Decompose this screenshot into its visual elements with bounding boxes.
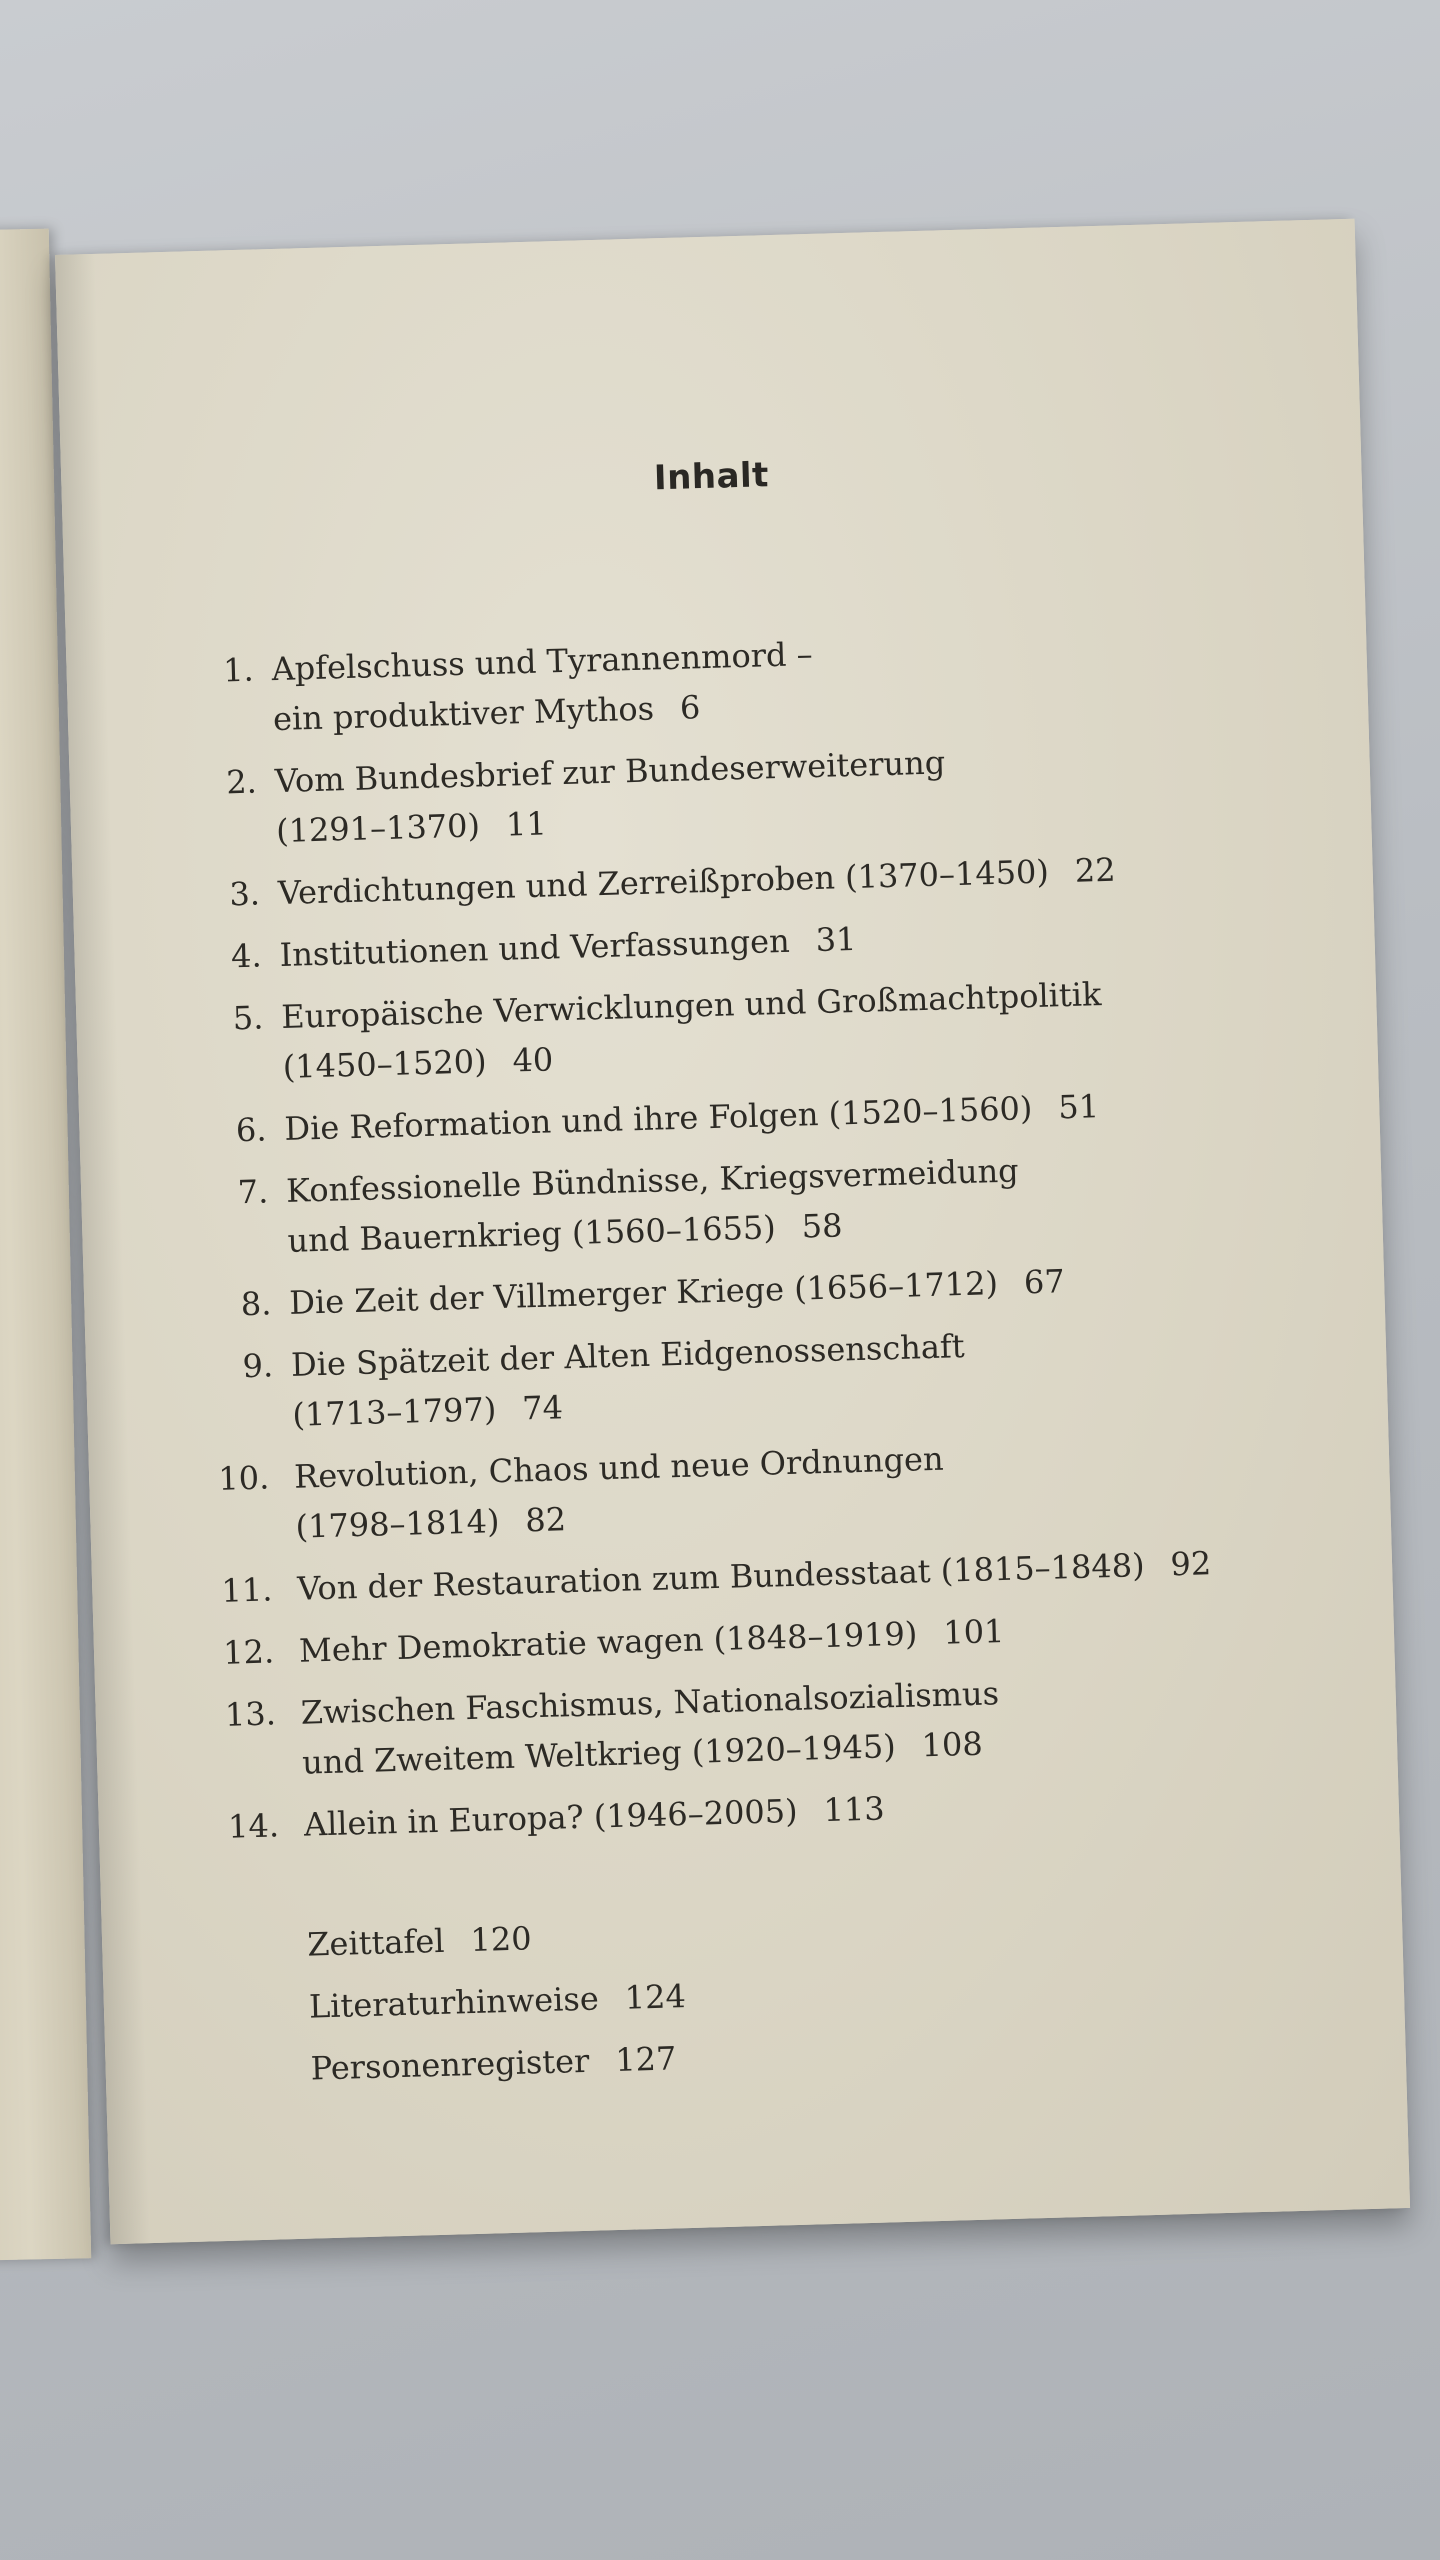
toc-entry-page-number: 108 [921, 1724, 984, 1765]
toc-entry-title-text: Die Zeit der Villmerger Kriege (1656–1712) [288, 1264, 999, 1322]
toc-entry-number: 11. [220, 1570, 273, 1610]
toc-entry-title-text: (1798–1814) [295, 1502, 500, 1546]
toc-appendix-page-number: 124 [624, 1977, 687, 2017]
toc-entry-number: 12. [222, 1632, 275, 1672]
toc-entry-number: 9. [242, 1346, 274, 1386]
toc-entry-number: 7. [237, 1172, 269, 1212]
toc-entry-title-text: Die Spätzeit der Alten Eidgenossenschaft [290, 1327, 966, 1384]
toc-entry-title-text: Die Reformation und ihre Folgen (1520–1560) [283, 1089, 1033, 1148]
table-of-contents [206, 616, 1326, 2108]
toc-entry-number: 2. [225, 762, 258, 802]
toc-entry-title-text: und Zweitem Weltkrieg (1920–1945) [301, 1727, 897, 1782]
toc-entry-title-text: (1450–1520) [282, 1042, 488, 1086]
toc-entry [224, 1659, 1317, 1789]
toc-entry-title-text: Allein in Europa? (1946–2005) [303, 1791, 799, 1844]
toc-entry-number: 5. [232, 998, 264, 1038]
toc-entry-title-text: Zwischen Faschismus, Nationalsozialismus [300, 1674, 1000, 1732]
toc-entry [217, 1423, 1311, 1553]
toc-entry-title-text: Konfessionelle Bündnisse, Kriegsvermeidung [285, 1151, 1020, 1210]
toc-entry [221, 1138, 1303, 1268]
toc-entry-page-number: 92 [1169, 1544, 1212, 1584]
toc-entry-number: 14. [227, 1806, 280, 1846]
toc-entry-page-number: 82 [524, 1500, 567, 1540]
toc-entry [206, 616, 1288, 746]
toc-entry [225, 1312, 1307, 1442]
toc-entry-title-text: Verdichtungen und Zerreißproben (1370–1450) [277, 852, 1050, 913]
toc-entry-number: 8. [240, 1284, 272, 1324]
toc-entry-title-text: und Bauernkrieg (1560–1655) [287, 1208, 777, 1260]
toc-entry-page-number: 101 [942, 1612, 1005, 1652]
toc-appendix-page-number: 120 [469, 1919, 533, 1960]
toc-entry [209, 728, 1291, 858]
toc-entries [206, 616, 1319, 1852]
toc-entry-title-text: Mehr Demokratie wagen (1848–1919) [298, 1614, 918, 1670]
toc-appendix-title: Personenregister [310, 2041, 590, 2088]
toc-entry-page-number: 11 [505, 804, 548, 844]
toc-entry-number: 4. [230, 936, 263, 976]
toc-entry-page-number: 67 [1023, 1262, 1066, 1302]
toc-entry-title-text: Vom Bundesbrief zur Bundeserweiterung [274, 743, 946, 801]
toc-entry-number: 13. [224, 1694, 277, 1734]
toc-entry-number: 10. [217, 1458, 270, 1498]
toc-entry-title-text: (1713–1797) [291, 1390, 497, 1434]
toc-appendix-page-number: 127 [614, 2039, 677, 2080]
toc-entry-page-number: 40 [511, 1040, 554, 1080]
toc-appendix [242, 1891, 1326, 2095]
toc-appendix-title: Zeittafel [306, 1921, 445, 1964]
toc-entry-page-number: 113 [823, 1789, 886, 1830]
toc-entry-page-number: 58 [801, 1206, 843, 1246]
book-page [55, 219, 1410, 2245]
toc-appendix-title: Literaturhinweise [308, 1979, 600, 2026]
toc-entry-title-text: Von der Restauration zum Bundesstaat (1815–1848) [296, 1546, 1146, 1608]
toc-entry-title-text: Europäische Verwicklungen und Großmachtpolitik [280, 975, 1102, 1036]
toc-entry-number: 1. [222, 650, 255, 690]
toc-entry-page-number: 51 [1057, 1087, 1100, 1127]
toc-entry-page-number: 6 [679, 688, 701, 727]
toc-entry-title-text: (1291–1370) [275, 806, 481, 851]
toc-entry-page-number: 22 [1074, 850, 1117, 890]
toc-entry-page-number: 74 [521, 1388, 564, 1428]
toc-heading: Inhalt [653, 455, 770, 499]
toc-entry-title-text: Apfelschuss und Tyrannenmord – [271, 635, 814, 689]
toc-entry-title-text: ein produktiver Mythos [272, 689, 655, 739]
toc-entry-number: 3. [228, 874, 261, 914]
toc-entry-title-text: Revolution, Chaos und neue Ordnungen [293, 1439, 945, 1496]
toc-entry [216, 964, 1298, 1094]
toc-entry-title-text: Institutionen und Verfassungen [279, 921, 791, 974]
toc-entry-number: 6. [235, 1110, 268, 1150]
toc-entry-page-number: 31 [815, 919, 857, 960]
